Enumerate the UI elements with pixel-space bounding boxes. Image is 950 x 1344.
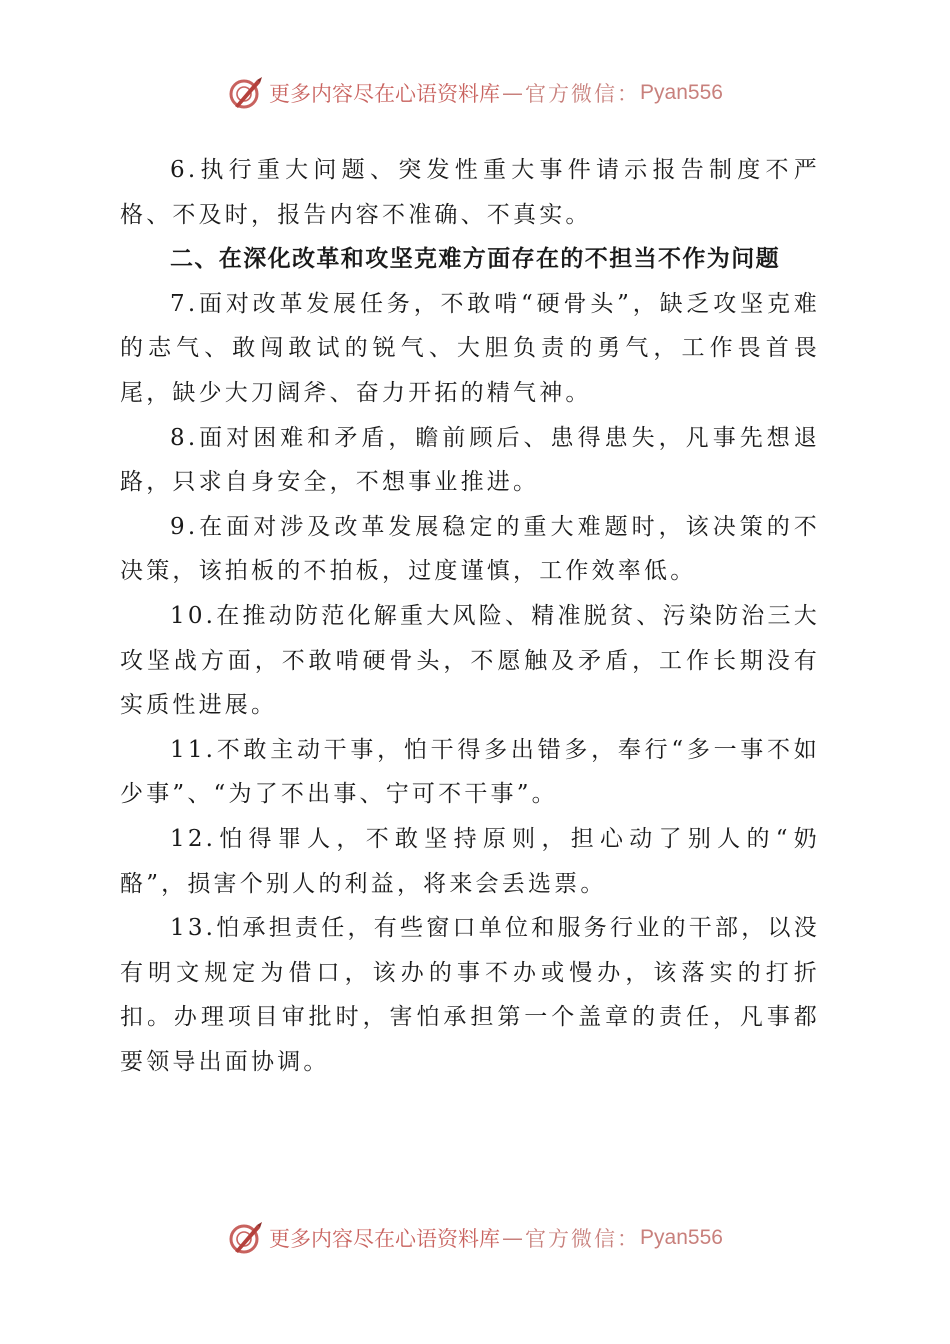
document-body: [120, 148, 820, 1084]
banner-wechat-account: Pyan556: [640, 1226, 723, 1249]
paragraph-12: 12.怕得罪人，不敢坚持原则，担心动了别人的“奶酪”，损害个别人的利益，将来会丢选票。: [120, 825, 820, 897]
banner-site-text: 更多内容尽在心语资料库: [269, 82, 501, 106]
section-heading-2: 二、在深化改革和攻坚克难方面存在的不担当不作为问题: [170, 245, 780, 273]
footer-banner: [0, 1216, 950, 1260]
paragraph-11: 11.不敢主动干事，怕干得多出错多，奉行“多一事不如少事”、“为了不出事、宁可不干事”。: [120, 736, 820, 808]
paragraph-10: 10.在推动防范化解重大风险、精准脱贫、污染防治三大攻坚战方面，不敢啃硬骨头，不愿触及矛盾，工作长期没有实质性进展。: [120, 602, 820, 719]
banner-wechat-label: 官方微信：: [525, 82, 641, 106]
pen-logo-icon: [227, 74, 265, 112]
banner-site-text: 更多内容尽在心语资料库: [269, 1227, 501, 1251]
paragraph-8: 8.面对困难和矛盾，瞻前顾后、患得患失，凡事先想退路，只求自身安全，不想事业推进。: [120, 424, 820, 496]
pen-logo-icon: [227, 1219, 265, 1257]
header-banner: [0, 71, 950, 115]
paragraph-7: 7.面对改革发展任务，不敢啃“硬骨头”，缺乏攻坚克难的志气、敢闯敢试的锐气、大胆负责的勇气，工作畏首畏尾，缺少大刀阔斧、奋力开拓的精气神。: [120, 290, 820, 406]
banner-separator: —: [502, 1226, 524, 1250]
banner-wechat-account: Pyan556: [640, 81, 723, 104]
paragraph-6: 6.执行重大问题、突发性重大事件请示报告制度不严格、不及时，报告内容不准确、不真实。: [120, 157, 820, 228]
paragraph-13: 13.怕承担责任，有些窗口单位和服务行业的干部，以没有明文规定为借口，该办的事不办或慢办，该落实的打折扣。办理项目审批时，害怕承担第一个盖章的责任，凡事都要领导出面协调。: [120, 915, 820, 1075]
banner-wechat-label: 官方微信：: [525, 1227, 641, 1251]
paragraph-9: 9.在面对涉及改革发展稳定的重大难题时，该决策的不决策，该拍板的不拍板，过度谨慎，工作效率低。: [120, 513, 820, 585]
banner-separator: —: [502, 81, 524, 105]
